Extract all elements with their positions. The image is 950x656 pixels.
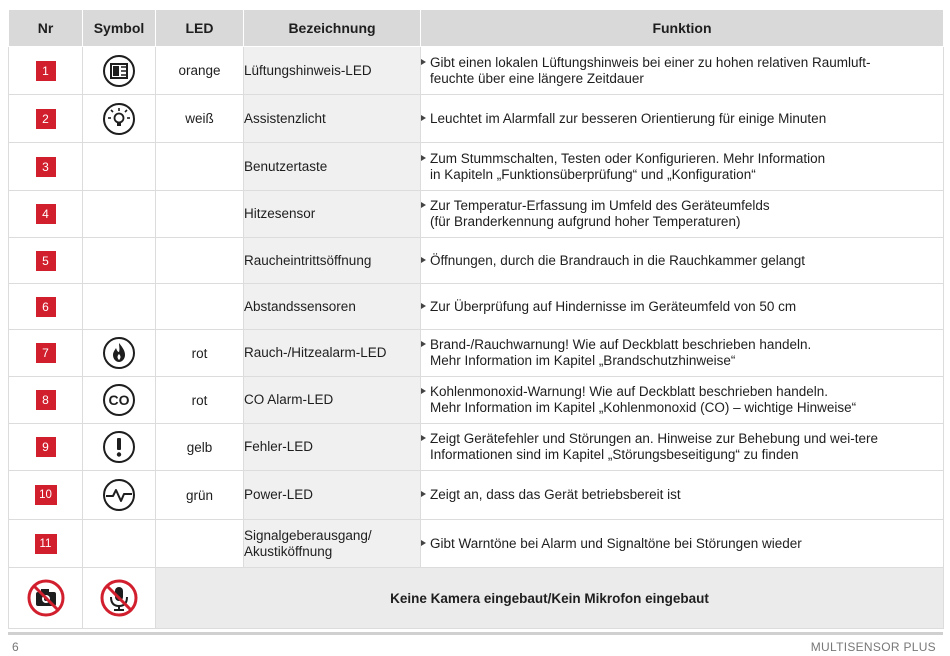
bullet-triangle-icon (421, 491, 426, 497)
funktion-cell (421, 238, 944, 284)
symbol-cell (83, 238, 156, 284)
bezeichnung-line: Power-LED (244, 487, 314, 502)
bezeichnung-line: Fehler-LED (244, 439, 314, 454)
funktion-line: in Kapiteln „Funktionsüberprüfung“ und „Konfiguration“ (430, 166, 756, 182)
funktion-line: Kohlenmonoxid-Warnung! Wie auf Deckblatt beschrieben handeln. (430, 384, 828, 399)
funktion-cell (421, 330, 944, 377)
funktion-cell (421, 95, 944, 143)
symbol-cell (83, 143, 156, 191)
header-funktion: Funktion (421, 10, 944, 47)
bezeichnung-cell (244, 95, 421, 143)
bezeichnung-line: Abstandssensoren (244, 298, 356, 314)
funktion-line: Leuchtet im Alarmfall zur besseren Orientierung für einige Minuten (430, 110, 827, 126)
row-number-badge: 6 (36, 297, 56, 317)
funktion-line: Gibt Warntöne bei Alarm und Signaltöne bei Störungen wieder (430, 535, 802, 551)
bezeichnung-line: Assistenzlicht (244, 110, 326, 126)
bullet-triangle-icon (421, 115, 426, 121)
bullet-triangle-icon (421, 202, 426, 208)
funktion-line: Gibt einen lokalen Lüftungshinweis bei einer zu hohen relativen Raumluft- (430, 54, 871, 70)
funktion-line: (für Branderkennung aufgrund hoher Temperaturen) (430, 214, 741, 229)
row-number-badge: 1 (36, 61, 56, 81)
bullet-triangle-icon (421, 435, 426, 441)
no-microphone-cell (83, 568, 156, 629)
bezeichnung-cell (244, 238, 421, 284)
bezeichnung-cell (244, 47, 421, 95)
table-row (9, 95, 944, 143)
header-led: LED (156, 10, 244, 47)
led-color-cell (156, 238, 244, 284)
no-camera-cell (9, 568, 83, 629)
bezeichnung-cell (244, 520, 421, 568)
bezeichnung-line: CO Alarm-LED (244, 392, 334, 407)
symbol-cell (83, 284, 156, 330)
bottom-rule (8, 632, 943, 635)
privacy-notice-row (9, 568, 944, 629)
table-row (9, 143, 944, 191)
table-row (9, 284, 944, 330)
row-number-cell (9, 471, 83, 520)
row-number-cell (9, 95, 83, 143)
row-number-cell (9, 424, 83, 471)
led-color-cell (156, 520, 244, 568)
led-color-cell: rot (156, 377, 244, 424)
bullet-triangle-icon (421, 303, 426, 309)
table-row (9, 377, 944, 424)
funktion-line: Mehr Information im Kapitel „Brandschutzhinweise“ (430, 353, 736, 368)
bezeichnung-cell (244, 377, 421, 424)
row-number-badge: 5 (36, 251, 56, 271)
symbol-cell (83, 424, 156, 471)
bezeichnung-cell (244, 143, 421, 191)
exclamation-icon (83, 430, 155, 464)
bezeichnung-line: Signalgeberausgang/ (244, 527, 372, 543)
funktion-cell (421, 47, 944, 95)
bullet-triangle-icon (421, 540, 426, 546)
row-number-badge: 3 (36, 157, 56, 177)
row-number-cell (9, 238, 83, 284)
flame-icon (83, 336, 155, 370)
bezeichnung-cell (244, 284, 421, 330)
funktion-cell (421, 377, 944, 424)
row-number-badge: 2 (36, 109, 56, 129)
row-number-cell (9, 143, 83, 191)
row-number-cell (9, 377, 83, 424)
header-nr: Nr (9, 10, 83, 47)
bezeichnung-cell (244, 191, 421, 238)
row-number-badge: 4 (36, 204, 56, 224)
funktion-line: Zum Stummschalten, Testen oder Konfigurieren. Mehr Information (430, 150, 826, 166)
page-number: 6 (12, 640, 19, 654)
funktion-line: Zur Überprüfung auf Hindernisse im Geräteumfeld von 50 cm (430, 298, 797, 314)
funktion-line: Zeigt Gerätefehler und Störungen an. Hinweise zur Behebung und wei-tere (430, 431, 879, 446)
led-color-cell (156, 284, 244, 330)
row-number-cell (9, 191, 83, 238)
row-number-badge: 9 (36, 437, 56, 457)
bezeichnung-line: Rauch-/Hitzealarm-LED (244, 345, 387, 360)
bullet-triangle-icon (421, 341, 426, 347)
bullet-triangle-icon (421, 59, 426, 65)
funktion-cell (421, 191, 944, 238)
bezeichnung-line: Hitzesensor (244, 206, 316, 221)
bullet-triangle-icon (421, 257, 426, 263)
header-symbol: Symbol (83, 10, 156, 47)
bullet-triangle-icon (421, 388, 426, 394)
no-camera-icon (26, 578, 66, 618)
bezeichnung-cell (244, 471, 421, 520)
symbol-cell (83, 47, 156, 95)
ventilation-window-icon (83, 54, 155, 88)
led-color-cell: rot (156, 330, 244, 377)
table-row (9, 47, 944, 95)
header-bezeichnung: Bezeichnung (244, 10, 421, 47)
bezeichnung-cell (244, 424, 421, 471)
table-header-row (9, 10, 944, 47)
row-number-cell (9, 330, 83, 377)
funktion-line: Öffnungen, durch die Brandrauch in die Rauchkammer gelangt (430, 252, 805, 268)
symbol-cell (83, 377, 156, 424)
bezeichnung-line: Akustiköffnung (244, 543, 333, 559)
funktion-line: feuchte über eine längere Zeitdauer (430, 70, 644, 86)
bullet-triangle-icon (421, 155, 426, 161)
privacy-notice: Keine Kamera eingebaut/Kein Mikrofon eingebaut (156, 568, 944, 629)
funktion-cell (421, 284, 944, 330)
row-number-cell (9, 284, 83, 330)
funktion-line: Mehr Information im Kapitel „Kohlenmonoxid (CO) – wichtige Hinweise“ (430, 400, 857, 415)
table-row (9, 424, 944, 471)
symbol-cell (83, 471, 156, 520)
row-number-badge: 11 (35, 534, 57, 554)
row-number-badge: 7 (36, 343, 56, 363)
table-row (9, 191, 944, 238)
co-icon (83, 383, 155, 417)
svg-text:CO: CO (108, 392, 130, 408)
funktion-cell (421, 520, 944, 568)
led-color-cell: gelb (156, 424, 244, 471)
symbol-cell (83, 191, 156, 238)
table-row (9, 238, 944, 284)
row-number-cell (9, 47, 83, 95)
bezeichnung-line: Raucheintrittsöffnung (244, 252, 372, 268)
led-color-cell: orange (156, 47, 244, 95)
funktion-cell (421, 424, 944, 471)
bezeichnung-cell (244, 330, 421, 377)
assist-light-bulb-icon (83, 102, 155, 136)
no-microphone-icon (99, 578, 139, 618)
product-name: MULTISENSOR PLUS (810, 640, 936, 654)
funktion-line: Informationen sind im Kapitel „Störungsbeseitigung“ zu finden (430, 447, 799, 462)
row-number-badge: 8 (36, 390, 56, 410)
funktion-line: Zur Temperatur-Erfassung im Umfeld des Geräteumfelds (430, 198, 770, 213)
funktion-cell (421, 471, 944, 520)
table-row (9, 471, 944, 520)
component-table (8, 9, 944, 629)
bezeichnung-line: Lüftungshinweis-LED (244, 62, 372, 78)
row-number-cell (9, 520, 83, 568)
row-number-badge: 10 (35, 485, 57, 505)
funktion-cell (421, 143, 944, 191)
led-color-cell: weiß (156, 95, 244, 143)
table-row (9, 520, 944, 568)
led-color-cell (156, 143, 244, 191)
funktion-line: Zeigt an, dass das Gerät betriebsbereit ist (430, 487, 681, 502)
bezeichnung-line: Benutzertaste (244, 158, 328, 174)
table-row (9, 330, 944, 377)
led-color-cell (156, 191, 244, 238)
symbol-cell (83, 330, 156, 377)
funktion-line: Brand-/Rauchwarnung! Wie auf Deckblatt beschrieben handeln. (430, 337, 812, 352)
symbol-cell (83, 95, 156, 143)
heartbeat-icon (83, 478, 155, 512)
led-color-cell: grün (156, 471, 244, 520)
symbol-cell (83, 520, 156, 568)
